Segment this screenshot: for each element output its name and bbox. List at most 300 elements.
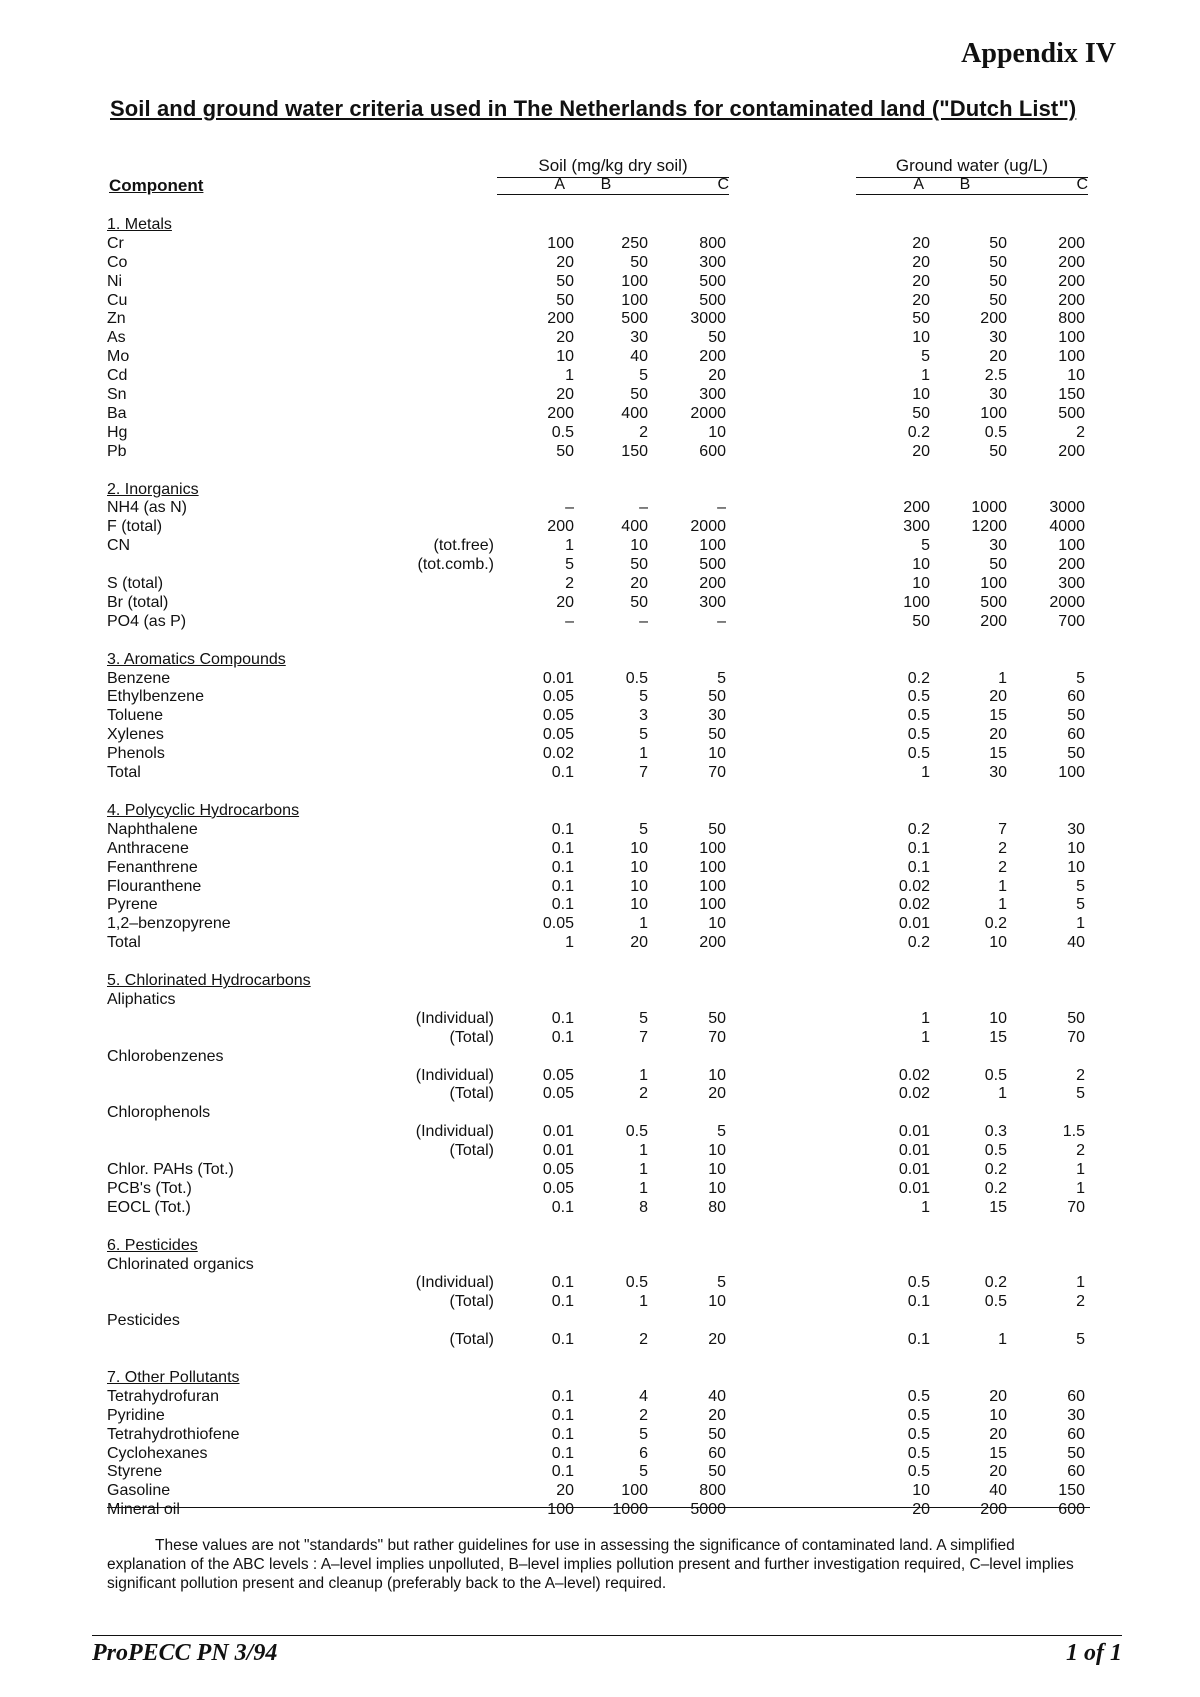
section-row xyxy=(0,802,1200,821)
gw-a-value: 1 xyxy=(921,1198,930,1216)
soil-b-value: 4 xyxy=(639,1387,648,1405)
gw-c-value: 10 xyxy=(1067,858,1085,876)
gw-a-value: 50 xyxy=(912,612,930,630)
table-row xyxy=(0,556,1200,575)
gw-b-value: 20 xyxy=(989,1425,1007,1443)
subgroup-label: Chlorinated organics xyxy=(107,1255,254,1273)
section-heading: 1. Metals xyxy=(107,216,172,233)
soil-b-value: 1 xyxy=(639,1160,648,1178)
gw-b-value: 10 xyxy=(989,1009,1007,1027)
soil-c-value: 600 xyxy=(699,442,726,460)
gw-b-value: 15 xyxy=(989,745,1007,763)
soil-b-value: 8 xyxy=(639,1198,648,1216)
table-row xyxy=(0,1029,1200,1048)
soil-c-value: 50 xyxy=(708,820,726,838)
gw-a-value: 0.01 xyxy=(898,1123,930,1141)
gw-a-value: 5 xyxy=(921,537,930,555)
component-name: Hg xyxy=(107,423,128,441)
subgroup-row xyxy=(0,1312,1200,1331)
soil-a-value: 10 xyxy=(556,348,574,366)
soil-b-value: 1 xyxy=(639,915,648,933)
subgroup-row xyxy=(0,991,1200,1010)
gw-b-value: 0.2 xyxy=(984,1160,1007,1178)
soil-c-value: 10 xyxy=(708,1160,726,1178)
gw-b-value: 0.5 xyxy=(984,423,1007,441)
soil-a-value: 0.1 xyxy=(551,1463,574,1481)
gw-b-value: 15 xyxy=(989,1028,1007,1046)
gw-c-value: 5 xyxy=(1076,1085,1085,1103)
table-row xyxy=(0,1501,1200,1520)
soil-c-value: 50 xyxy=(708,329,726,347)
soil-b-value: 2 xyxy=(639,1085,648,1103)
row-spacer xyxy=(0,783,1200,802)
soil-b-value: 0.5 xyxy=(625,1123,648,1141)
soil-a-value: 0.1 xyxy=(551,858,574,876)
soil-a-value: 0.1 xyxy=(551,1028,574,1046)
gw-b-value: 0.5 xyxy=(984,1066,1007,1084)
soil-a-value: 0.01 xyxy=(542,1123,574,1141)
soil-c-value: 800 xyxy=(699,234,726,252)
soil-c-value: 30 xyxy=(708,707,726,725)
gw-c-value: 60 xyxy=(1067,1425,1085,1443)
component-name: Naphthalene xyxy=(107,820,198,838)
gw-c-value: 30 xyxy=(1067,1406,1085,1424)
soil-b-value: 0.5 xyxy=(625,669,648,687)
soil-a-value: 100 xyxy=(547,1501,574,1519)
table-row xyxy=(0,329,1200,348)
section-row xyxy=(0,481,1200,500)
table-row xyxy=(0,1426,1200,1445)
soil-b-value: 1 xyxy=(639,1293,648,1311)
soil-a-value: 1 xyxy=(565,934,574,952)
soil-a-value: 0.1 xyxy=(551,1406,574,1424)
section-heading: 4. Polycyclic Hydrocarbons xyxy=(107,801,300,819)
soil-a-value: 0.1 xyxy=(551,1293,574,1311)
soil-c-value: 10 xyxy=(708,1293,726,1311)
component-name: Total xyxy=(107,764,141,782)
qualifier: (Total) xyxy=(449,1028,494,1046)
gw-a-value: 0.1 xyxy=(907,1293,930,1311)
soil-b-value: 40 xyxy=(630,348,648,366)
gw-a-value: 20 xyxy=(912,272,930,290)
soil-b-value: 20 xyxy=(630,934,648,952)
soil-a-value: 0.1 xyxy=(551,1009,574,1027)
table-row xyxy=(0,254,1200,273)
gw-b-value: 0.2 xyxy=(984,915,1007,933)
soil-a-value: 5 xyxy=(565,556,574,574)
soil-a-value: 0.1 xyxy=(551,1331,574,1349)
component-name: Anthracene xyxy=(107,839,189,857)
table-row xyxy=(0,499,1200,518)
component-name: Fenanthrene xyxy=(107,858,198,876)
gw-c-value: 150 xyxy=(1058,1482,1085,1500)
soil-b-value: 2 xyxy=(639,1331,648,1349)
soil-b-value: 250 xyxy=(621,234,648,252)
gw-a-value: 0.01 xyxy=(898,1142,930,1160)
soil-b-value: 1000 xyxy=(612,1501,648,1519)
soil-c-value: 3000 xyxy=(690,310,726,328)
component-name: PO4 (as P) xyxy=(107,612,187,630)
gw-b-value: 1200 xyxy=(971,518,1007,536)
table-row xyxy=(0,537,1200,556)
gw-a-value: 100 xyxy=(903,593,930,611)
gw-a-value: 10 xyxy=(912,575,930,593)
footer-rule xyxy=(92,1635,1122,1636)
gw-a-value: 50 xyxy=(912,310,930,328)
soil-c-value: 20 xyxy=(708,1406,726,1424)
soil-b-value: 50 xyxy=(630,556,648,574)
component-name: Co xyxy=(107,253,128,271)
soil-b-value: 100 xyxy=(621,291,648,309)
table-row xyxy=(0,1180,1200,1199)
gw-level-c: C xyxy=(1076,176,1088,193)
gw-c-value: 5 xyxy=(1076,669,1085,687)
soil-c-value: 10 xyxy=(708,1142,726,1160)
table-row xyxy=(0,310,1200,329)
gw-c-value: 200 xyxy=(1058,442,1085,460)
section-heading: 2. Inorganics xyxy=(107,480,199,498)
gw-a-value: 1 xyxy=(921,367,930,385)
gw-a-value: 0.5 xyxy=(907,1387,930,1405)
soil-c-value: 200 xyxy=(699,348,726,366)
table-row xyxy=(0,1067,1200,1086)
component-name: Cu xyxy=(107,291,128,309)
gw-b-value: 200 xyxy=(980,612,1007,630)
soil-c-value: 5 xyxy=(717,1274,726,1292)
soil-b-value: 6 xyxy=(639,1444,648,1462)
gw-c-value: 4000 xyxy=(1049,518,1085,536)
gw-c-value: 3000 xyxy=(1049,499,1085,517)
soil-a-value: 1 xyxy=(565,537,574,555)
gw-a-value: 20 xyxy=(912,234,930,252)
soil-header: Soil (mg/kg dry soil) xyxy=(497,156,729,178)
soil-c-value: 10 xyxy=(708,915,726,933)
component-name: F (total) xyxy=(107,518,163,536)
subgroup-label: Chlorobenzenes xyxy=(107,1047,224,1065)
table-row xyxy=(0,405,1200,424)
table-row xyxy=(0,1407,1200,1426)
table-row xyxy=(0,367,1200,386)
gw-a-value: 1 xyxy=(921,1028,930,1046)
soil-c-value: 10 xyxy=(708,423,726,441)
gw-c-value: 200 xyxy=(1058,272,1085,290)
gw-b-value: 2 xyxy=(998,839,1007,857)
subgroup-row xyxy=(0,1256,1200,1275)
qualifier: (Total) xyxy=(449,1142,494,1160)
soil-c-value: 60 xyxy=(708,1444,726,1462)
gw-a-value: 0.5 xyxy=(907,707,930,725)
table-row xyxy=(0,934,1200,953)
soil-c-value: 10 xyxy=(708,1066,726,1084)
gw-c-value: 200 xyxy=(1058,556,1085,574)
table-row xyxy=(0,1331,1200,1350)
soil-c-value: 200 xyxy=(699,575,726,593)
gw-a-value: 0.5 xyxy=(907,1444,930,1462)
gw-b-value: 15 xyxy=(989,707,1007,725)
table-row xyxy=(0,764,1200,783)
gw-c-value: 700 xyxy=(1058,612,1085,630)
gw-c-value: 150 xyxy=(1058,386,1085,404)
soil-c-value: 20 xyxy=(708,1085,726,1103)
gw-c-value: 50 xyxy=(1067,707,1085,725)
gw-b-value: 500 xyxy=(980,593,1007,611)
component-name: Ethylbenzene xyxy=(107,688,204,706)
gw-a-value: 0.02 xyxy=(898,877,930,895)
table-row xyxy=(0,1123,1200,1142)
soil-c-value: 2000 xyxy=(690,518,726,536)
gw-a-value: 10 xyxy=(912,386,930,404)
subgroup-label: Pesticides xyxy=(107,1312,180,1330)
gw-a-value: 0.1 xyxy=(907,1331,930,1349)
soil-a-value: 0.05 xyxy=(542,915,574,933)
subgroup-row xyxy=(0,1104,1200,1123)
gw-c-value: 70 xyxy=(1067,1198,1085,1216)
gw-b-value: 0.5 xyxy=(984,1293,1007,1311)
gw-b-value: 200 xyxy=(980,310,1007,328)
soil-b-value: 20 xyxy=(630,575,648,593)
soil-a-value: 0.05 xyxy=(542,688,574,706)
qualifier: (Individual) xyxy=(415,1066,494,1084)
section-row xyxy=(0,651,1200,670)
gw-b-value: 30 xyxy=(989,764,1007,782)
soil-b-value: 10 xyxy=(630,858,648,876)
gw-c-value: 2 xyxy=(1076,1066,1085,1084)
table-row xyxy=(0,859,1200,878)
soil-b-value: 1 xyxy=(639,1179,648,1197)
gw-c-value: 50 xyxy=(1067,1444,1085,1462)
soil-c-value: 5 xyxy=(717,1123,726,1141)
component-name: Benzene xyxy=(107,669,171,687)
gw-b-value: 2 xyxy=(998,858,1007,876)
gw-a-value: 1 xyxy=(921,764,930,782)
gw-b-value: 15 xyxy=(989,1444,1007,1462)
soil-a-value: 0.05 xyxy=(542,726,574,744)
soil-c-value: 50 xyxy=(708,1463,726,1481)
gw-c-value: 600 xyxy=(1058,1501,1085,1519)
soil-a-value: 50 xyxy=(556,272,574,290)
component-name: Flouranthene xyxy=(107,877,202,895)
soil-c-value: 100 xyxy=(699,896,726,914)
component-name: As xyxy=(107,329,126,347)
gw-b-value: 20 xyxy=(989,726,1007,744)
soil-c-value: 500 xyxy=(699,291,726,309)
soil-c-value: 2000 xyxy=(690,404,726,422)
gw-c-value: 10 xyxy=(1067,367,1085,385)
soil-c-value: 100 xyxy=(699,537,726,555)
table-row xyxy=(0,896,1200,915)
gw-a-value: 20 xyxy=(912,1501,930,1519)
soil-c-value: 500 xyxy=(699,556,726,574)
gw-b-value: 1000 xyxy=(971,499,1007,517)
qualifier: (tot.free) xyxy=(433,537,494,555)
criteria-table xyxy=(0,216,1200,1520)
soil-b-value: 100 xyxy=(621,272,648,290)
gw-a-value: 0.1 xyxy=(907,858,930,876)
soil-level-a: A xyxy=(554,176,565,193)
footnote: These values are not "standards" but rather guidelines for use in assessing the significance of contaminated land. A simplified explanation of the ABC levels : A–level implies unpolluted, B–level implies pollution present and further investigation required, C–level implies significant pollution present and cleanup (preferably back to the A–level) required. xyxy=(107,1537,1074,1592)
soil-a-value: 0.05 xyxy=(542,1179,574,1197)
component-name: Cd xyxy=(107,367,128,385)
soil-b-value: 50 xyxy=(630,253,648,271)
soil-c-value: 300 xyxy=(699,253,726,271)
component-name: Xylenes xyxy=(107,726,164,744)
soil-b-value: 10 xyxy=(630,839,648,857)
qualifier: (Individual) xyxy=(415,1274,494,1292)
soil-b-value: 400 xyxy=(621,518,648,536)
gw-c-value: 1 xyxy=(1076,1160,1085,1178)
gw-c-value: 200 xyxy=(1058,291,1085,309)
gw-a-value: 200 xyxy=(903,499,930,517)
gw-b-value: 50 xyxy=(989,234,1007,252)
gw-a-value: 0.02 xyxy=(898,1085,930,1103)
table-row xyxy=(0,878,1200,897)
footer-document-id: ProPECC PN 3/94 xyxy=(92,1640,278,1666)
soil-c-value: 100 xyxy=(699,858,726,876)
gw-b-value: 1 xyxy=(998,1085,1007,1103)
gw-a-value: 0.01 xyxy=(898,915,930,933)
section-row xyxy=(0,1237,1200,1256)
component-name: Toluene xyxy=(107,707,164,725)
table-row xyxy=(0,1293,1200,1312)
soil-b-value: 1 xyxy=(639,745,648,763)
gw-a-value: 0.2 xyxy=(907,934,930,952)
table-row xyxy=(0,273,1200,292)
component-name: Cyclohexanes xyxy=(107,1444,208,1462)
soil-a-value: – xyxy=(565,499,574,517)
soil-b-value: 1 xyxy=(639,1142,648,1160)
section-heading: 7. Other Pollutants xyxy=(107,1368,240,1386)
table-row xyxy=(0,348,1200,367)
soil-c-value: 70 xyxy=(708,764,726,782)
table-row xyxy=(0,1161,1200,1180)
soil-a-value: 0.1 xyxy=(551,839,574,857)
gw-c-value: 200 xyxy=(1058,253,1085,271)
gw-c-value: 60 xyxy=(1067,688,1085,706)
soil-a-value: 0.1 xyxy=(551,764,574,782)
section-row xyxy=(0,216,1200,235)
table-row xyxy=(0,1010,1200,1029)
gw-c-value: 10 xyxy=(1067,839,1085,857)
table-row xyxy=(0,915,1200,934)
component-header: Component xyxy=(109,176,204,195)
soil-c-value: 5000 xyxy=(690,1501,726,1519)
soil-a-value: 0.05 xyxy=(542,1066,574,1084)
component-name: Ni xyxy=(107,272,123,290)
gw-b-value: 50 xyxy=(989,291,1007,309)
soil-a-value: 0.02 xyxy=(542,745,574,763)
gw-c-value: 1 xyxy=(1076,915,1085,933)
soil-a-value: 0.05 xyxy=(542,1160,574,1178)
table-row xyxy=(0,424,1200,443)
component-name: Mineral oil xyxy=(107,1501,180,1519)
gw-a-value: 0.5 xyxy=(907,1274,930,1292)
component-name: EOCL (Tot.) xyxy=(107,1198,191,1216)
table-row xyxy=(0,1445,1200,1464)
gw-a-value: 0.5 xyxy=(907,688,930,706)
qualifier: (Individual) xyxy=(415,1123,494,1141)
component-name: Gasoline xyxy=(107,1482,171,1500)
component-name: PCB's (Tot.) xyxy=(107,1179,192,1197)
gw-b-value: 0.3 xyxy=(984,1123,1007,1141)
component-name: Ba xyxy=(107,404,127,422)
soil-a-value: 20 xyxy=(556,329,574,347)
gw-c-value: 5 xyxy=(1076,877,1085,895)
gw-b-value: 0.2 xyxy=(984,1274,1007,1292)
table-bottom-rule xyxy=(107,1507,1090,1508)
soil-b-value: 10 xyxy=(630,877,648,895)
soil-c-value: 100 xyxy=(699,877,726,895)
soil-a-value: – xyxy=(565,612,574,630)
gw-c-value: 100 xyxy=(1058,348,1085,366)
table-row xyxy=(0,670,1200,689)
gw-a-value: 10 xyxy=(912,556,930,574)
component-name: 1,2–benzopyrene xyxy=(107,915,231,933)
soil-c-value: 40 xyxy=(708,1387,726,1405)
section-heading: 6. Pesticides xyxy=(107,1236,198,1254)
soil-b-value: 7 xyxy=(639,764,648,782)
soil-a-value: 0.1 xyxy=(551,877,574,895)
soil-c-value: – xyxy=(717,612,726,630)
gw-b-value: 0.5 xyxy=(984,1142,1007,1160)
gw-b-value: 50 xyxy=(989,556,1007,574)
table-row xyxy=(0,235,1200,254)
soil-a-value: 0.1 xyxy=(551,1274,574,1292)
row-spacer xyxy=(0,1218,1200,1237)
soil-a-value: 20 xyxy=(556,253,574,271)
gw-c-value: 60 xyxy=(1067,1463,1085,1481)
gw-b-value: 1 xyxy=(998,669,1007,687)
soil-b-value: 50 xyxy=(630,593,648,611)
soil-a-value: 0.05 xyxy=(542,1085,574,1103)
gw-a-value: 20 xyxy=(912,253,930,271)
soil-b-value: 5 xyxy=(639,1425,648,1443)
component-name: Tetrahydrofuran xyxy=(107,1387,220,1405)
table-row xyxy=(0,1482,1200,1501)
table-row xyxy=(0,594,1200,613)
component-name: Phenols xyxy=(107,745,165,763)
table-row xyxy=(0,688,1200,707)
gw-a-value: 20 xyxy=(912,442,930,460)
gw-b-value: 50 xyxy=(989,272,1007,290)
table-row xyxy=(0,1142,1200,1161)
gw-c-value: 50 xyxy=(1067,1009,1085,1027)
soil-a-value: 0.1 xyxy=(551,820,574,838)
row-spacer xyxy=(0,462,1200,481)
soil-b-value: 1 xyxy=(639,1066,648,1084)
gw-c-value: 40 xyxy=(1067,934,1085,952)
soil-b-value: – xyxy=(639,612,648,630)
soil-a-value: 0.1 xyxy=(551,1425,574,1443)
gw-a-value: 300 xyxy=(903,518,930,536)
component-name: Total xyxy=(107,934,141,952)
soil-a-value: 200 xyxy=(547,310,574,328)
gw-b-value: 1 xyxy=(998,896,1007,914)
soil-b-value: 500 xyxy=(621,310,648,328)
gw-b-value: 20 xyxy=(989,348,1007,366)
soil-b-value: 2 xyxy=(639,423,648,441)
component-name: Sn xyxy=(107,386,127,404)
gw-a-value: 0.02 xyxy=(898,896,930,914)
component-name: Chlor. PAHs (Tot.) xyxy=(107,1160,234,1178)
gw-a-value: 5 xyxy=(921,348,930,366)
soil-a-value: 0.05 xyxy=(542,707,574,725)
gw-level-a: A xyxy=(913,176,924,193)
gw-c-value: 60 xyxy=(1067,1387,1085,1405)
soil-level-c: C xyxy=(717,176,729,193)
soil-b-value: 7 xyxy=(639,1028,648,1046)
soil-c-value: 300 xyxy=(699,593,726,611)
soil-c-value: 10 xyxy=(708,1179,726,1197)
